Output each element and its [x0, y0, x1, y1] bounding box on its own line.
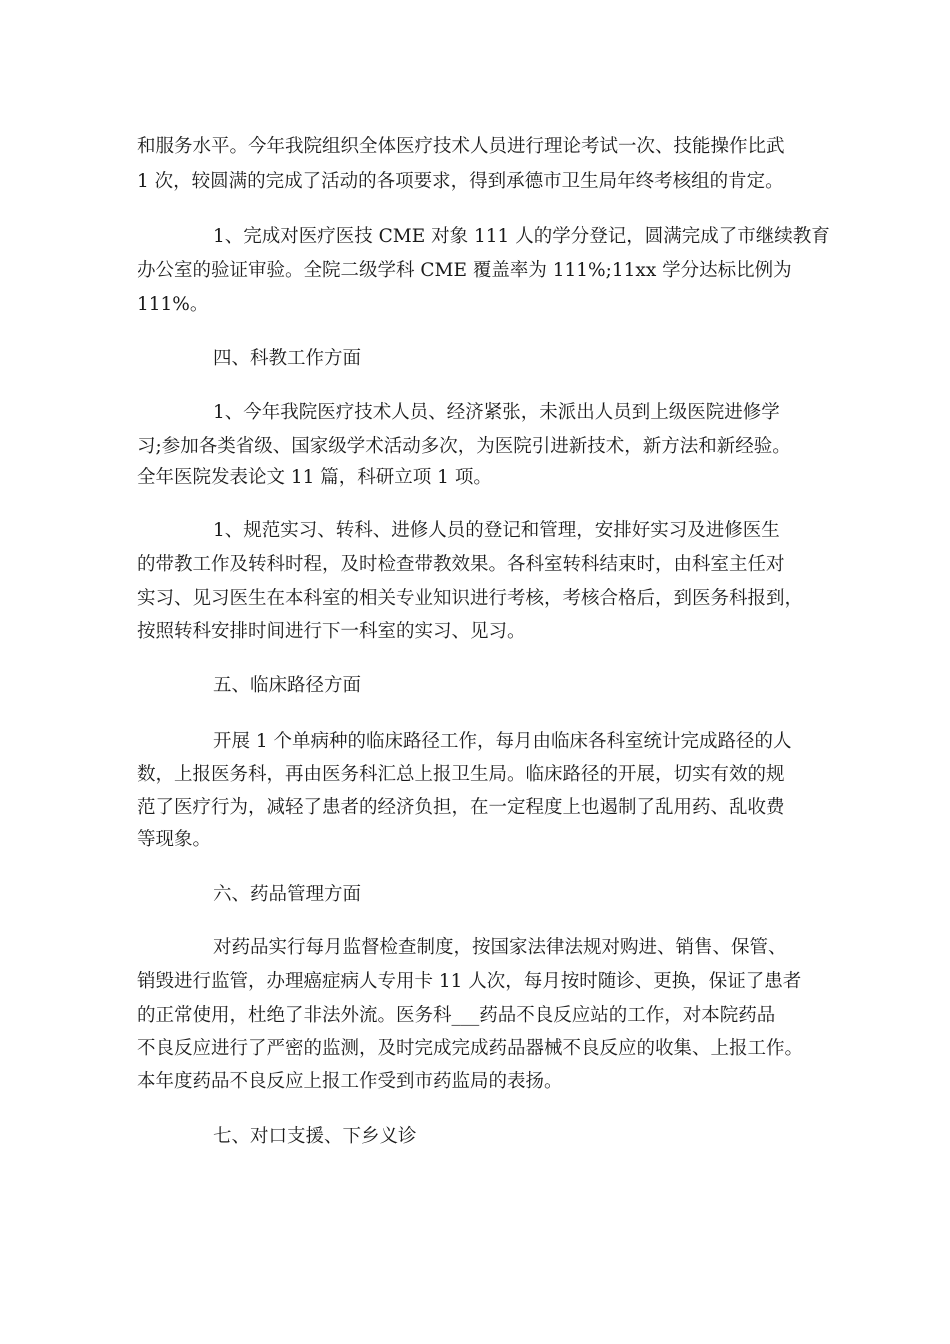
paragraph-line: 开展 1 个单病种的临床路径工作，每月由临床各科室统计完成路径的人: [213, 731, 792, 752]
paragraph-line: 的带教工作及转科时程，及时检查带教效果。各科室转科结束时，由科室主任对: [137, 554, 785, 575]
paragraph-line: 的正常使用，杜绝了非法外流。医务科___药品不良反应站的工作，对本院药品: [137, 1005, 776, 1026]
paragraph-line: 和服务水平。今年我院组织全体医疗技术人员进行理论考试一次、技能操作比武: [137, 136, 785, 157]
section-heading: 四、科教工作方面: [213, 348, 362, 369]
paragraph-line: 1、规范实习、转科、进修人员的登记和管理，安排好实习及进修医生: [213, 520, 780, 541]
paragraph-line: 按照转科安排时间进行下一科室的实习、见习。: [137, 621, 526, 642]
paragraph-line: 数，上报医务科，再由医务科汇总上报卫生局。临床路径的开展，切实有效的规: [137, 764, 785, 785]
paragraph-line: 范了医疗行为，减轻了患者的经济负担，在一定程度上也遏制了乱用药、乱收费: [137, 797, 785, 818]
paragraph-line: 全年医院发表论文 11 篇，科研立项 1 项。: [137, 467, 492, 488]
paragraph-line: 等现象。: [137, 829, 212, 850]
section-heading: 七、对口支援、下乡义诊: [213, 1126, 417, 1147]
paragraph-line: 办公室的验证审验。全院二级学科 CME 覆盖率为 111%;11xx 学分达标比例为: [137, 260, 792, 281]
paragraph-line: 习;参加各类省级、国家级学术活动多次，为医院引进新技术，新方法和新经验。: [137, 436, 791, 457]
paragraph-line: 销毁进行监管，办理癌症病人专用卡 11 人次，每月按时随诊、更换，保证了患者: [137, 971, 802, 992]
section-heading: 六、药品管理方面: [213, 884, 362, 905]
paragraph-line: 1 次，较圆满的完成了活动的各项要求，得到承德市卫生局年终考核组的肯定。: [137, 171, 784, 192]
paragraph-line: 不良反应进行了严密的监测，及时完成完成药品器械不良反应的收集、上报工作。: [137, 1038, 804, 1059]
section-heading: 五、临床路径方面: [213, 675, 362, 696]
paragraph-line: 1、今年我院医疗技术人员、经济紧张，未派出人员到上级医院进修学: [213, 402, 780, 423]
paragraph-line: 111%。: [137, 294, 209, 315]
paragraph-line: 对药品实行每月监督检查制度，按国家法律法规对购进、销售、保管、: [213, 937, 787, 958]
paragraph-line: 实习、见习医生在本科室的相关专业知识进行考核，考核合格后，到医务科报到，: [137, 588, 804, 609]
paragraph-line: 1、完成对医疗医技 CME 对象 111 人的学分登记，圆满完成了市继续教育: [213, 226, 830, 247]
paragraph-line: 本年度药品不良反应上报工作受到市药监局的表扬。: [137, 1071, 563, 1092]
